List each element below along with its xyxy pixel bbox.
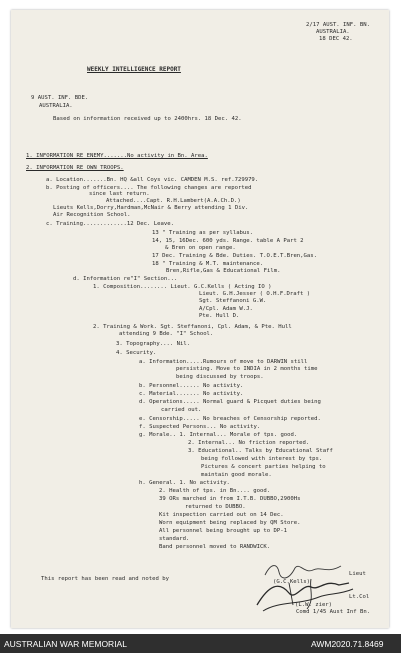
report-line: 13 " Training as per syllabus. [152, 230, 254, 236]
report-line: h. General. 1. No activity. [139, 480, 230, 486]
report-line: A/Cpl. Adam W.J. [199, 306, 253, 312]
report-line: persisting. Move to INDIA in 2 months time [176, 366, 318, 372]
report-line: standard. [159, 536, 190, 542]
report-line: Band personnel moved to RANDWICK. [159, 544, 271, 550]
report-line: c. Material....... No activity. [139, 391, 244, 397]
report-line: b. Posting of officers.... The following changes are reported [46, 185, 252, 191]
report-line: Lieut. G.H.Jesser ( O.H.F.Draft ) [199, 291, 311, 297]
report-line: Worn equipment being replaced by QM Store. [159, 520, 301, 526]
report-line: Kit inspection carried out on 14 Dec. [159, 512, 284, 518]
report-line: 1. Composition........ Lieut. G.C.Kells ( Acting IO ) [93, 284, 272, 290]
report-basis: Based on information received up to 2400hrs. 18 Dec. 42. [53, 116, 242, 122]
report-line: Pictures & concert parties helping to [201, 464, 326, 470]
report-line: Bren,Rifle,Gas & Educational Film. [166, 268, 281, 274]
report-line: 2. Health of tps. in Bn.... good. [159, 488, 271, 494]
report-line: g. Morale.. 1. Internal... Morale of tps. good. [139, 432, 298, 438]
document-page [11, 10, 389, 628]
report-title: WEEKLY INTELLIGENCE REPORT [87, 66, 181, 73]
header-place: AUSTRALIA. [316, 29, 350, 35]
report-line: b. Personnel...... No activity. [139, 383, 244, 389]
sign-name-2: (L.W. zier) [295, 602, 333, 608]
from-place: AUSTRALIA. [39, 103, 73, 109]
noted-line: This report has been read and noted by [41, 576, 169, 582]
header-unit: 2/17 AUST. INF. BN. [306, 22, 370, 28]
footer-id: AWM2020.71.8469 [311, 639, 384, 649]
report-line: attending 9 Bde. "I" School. [119, 331, 214, 337]
report-line: Air Recognition School. [53, 212, 131, 218]
report-line: 3. Topography.... Nil. [116, 341, 191, 347]
report-line: d. Operations..... Normal guard & Picquet duties being [139, 399, 321, 405]
report-line: being followed with interest by tps. [201, 456, 323, 462]
report-line: 3. Educational.. Talks by Educational Staff [188, 448, 333, 454]
archive-footer [0, 634, 401, 653]
report-line: a. Location.......Bn. HQ &all Coys vic. CAMDEN M.S. ref.729979. [46, 177, 259, 183]
report-line: a. Information.....Rumours of move to DARWIN still [139, 359, 308, 365]
report-line: 2. Internal... No friction reported. [188, 440, 310, 446]
sign-name-1: (G.C.Kells) [273, 579, 311, 585]
footer-source: AUSTRALIAN WAR MEMORIAL [4, 639, 127, 649]
report-line: 2. Training & Work. Sgt. Steffanoni, Cpl. Adam, & Pte. Hull [93, 324, 292, 330]
from-unit: 9 AUST. INF. BDE. [31, 95, 89, 101]
report-line: Lieuts Kells,Dorry,Hardman,McNair & Berry attending 1 Div. [53, 205, 249, 211]
report-line: 39 ORs marched in from I.T.B. DUBBO,2900Hs [159, 496, 301, 502]
report-line: 14, 15, 16Dec. 600 yds. Range. table A Part 2 [152, 238, 304, 244]
report-line: 1. INFORMATION RE ENEMY.......No activity in Bn. Area. [26, 153, 208, 159]
report-line: maintain good morale. [201, 472, 272, 478]
report-line: f. Suspected Persons... No activity. [139, 424, 261, 430]
report-line: c. Training.............12 Dec. Leave. [46, 221, 174, 227]
report-line: & Bren on open range. [165, 245, 236, 251]
report-line: Attached....Capt. R.H.Lambert(A.A.Ch.D.) [106, 198, 241, 204]
report-line: All personnel being brought up to DP-1 [159, 528, 287, 534]
sign-rank-1: Lieut [349, 571, 366, 577]
sign-unit-2: Comd 1/45 Aust Inf Bn. [296, 609, 371, 615]
report-line: 18 " Training & M.T. maintenance. [152, 261, 264, 267]
report-line: e. Censorship..... No breaches of Censorship reported. [139, 416, 321, 422]
report-line: 2. INFORMATION RE OWN TROOPS. [26, 165, 124, 171]
report-line: returned to DUBBO. [185, 504, 246, 510]
report-line: carried out. [161, 407, 202, 413]
report-line: Pte. Hull D. [199, 313, 240, 319]
report-line: Sgt. Steffanoni G.W. [199, 298, 267, 304]
report-line: 17 Dec. Training & Bde. Duties. T.O.E.T.Bren,Gas. [152, 253, 318, 259]
report-line: being discussed by troops. [176, 374, 264, 380]
report-line: 4. Security. [116, 350, 157, 356]
report-line: since last return. [89, 191, 150, 197]
report-line: d. Information re"I" Section... [73, 276, 178, 282]
sign-rank-2: Lt.Col [349, 594, 370, 600]
header-date: 18 DEC 42. [319, 36, 353, 42]
